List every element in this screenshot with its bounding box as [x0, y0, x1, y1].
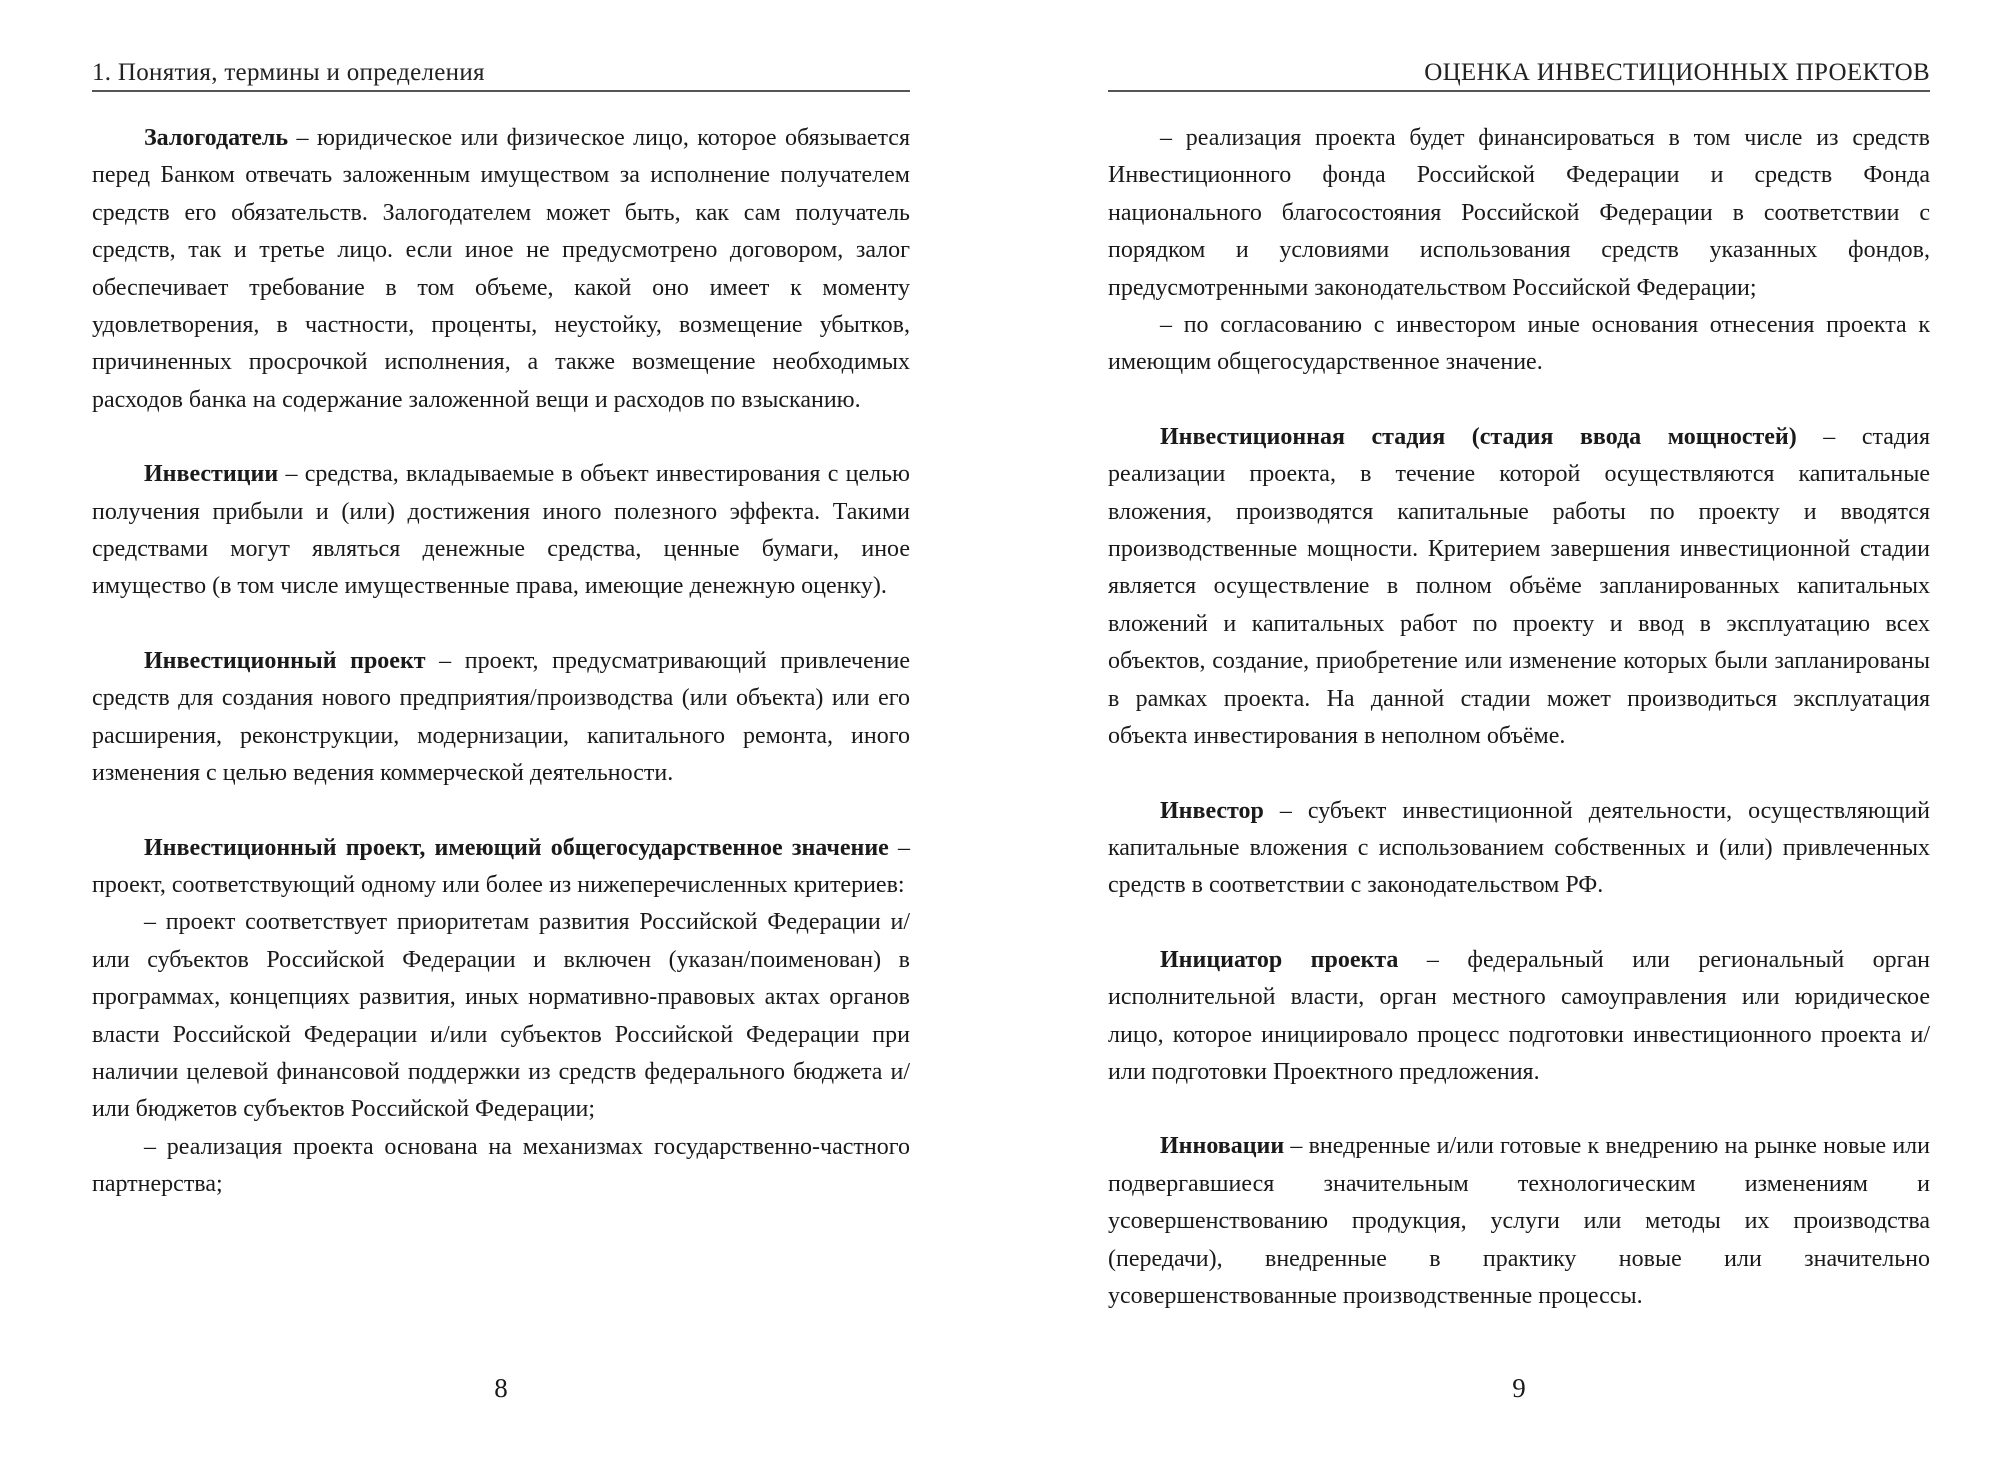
criterion-item: – реализация проекта будет финансироваться в том числе из средств Инвестиционного фонда Российской Федерации и средств Фонда национального благосостояния Российской Федерации в соответствии с порядком и условиями использования средств указанных фондов, предусмотренными законодательством Российской Федерации;	[1108, 125, 1930, 301]
entry-investicii	[92, 456, 910, 606]
criterion-item: – по согласованию с инвестором иные основания отнесения проекта к имеющим общегосударственное значение.	[1108, 312, 1930, 376]
term: Инвестиционный проект, имеющий общегосударственное значение	[144, 834, 889, 861]
page-number-right: 9	[1512, 1373, 1526, 1403]
entry-investicionnyj-proekt	[92, 643, 910, 793]
term: Залогодатель	[144, 125, 289, 151]
entry-iniciator-proekta	[1108, 942, 1930, 1092]
entry-investor	[1108, 793, 1930, 905]
term: Инвестиционная стадия (стадия ввода мощностей)	[1160, 423, 1797, 450]
entry-investicionnaya-stadiya	[1108, 419, 1930, 756]
definition: – юридическое или физическое лицо, которое обязывается перед Банком отвечать заложенным имуществом за исполнение получателем средств его обязательств. Залогодателем может быть, как сам получатель средств, так и третье лицо. если иное не предусмотрено договором, залог обеспечивает требование в том объеме, какой оно имеет к моменту удовлетворения, в частности, проценты, неустойку, возмещение убытков, причиненных просрочкой исполнения, а также возмещение необходимых расходов банка на содержание заложенной вещи и расходов по взысканию.	[92, 125, 911, 413]
left-page	[92, 0, 910, 1483]
right-page-body	[1108, 120, 1930, 1315]
entry-zalogodatel	[92, 120, 910, 419]
term: Инвестор	[1160, 797, 1264, 824]
definition: – проект, предусматривающий привлечение средств для создания нового предприятия/производства (или объекта) или его расширения, реконструкции, модернизации, капитального ремонта, иного изменения с целью ведения коммерческой деятельности.	[92, 647, 910, 787]
entry-proekt-obschegosudarstvennogo-znacheniya	[92, 830, 910, 905]
term: Инвестиции	[144, 461, 279, 488]
term: Инвестиционный проект	[144, 647, 426, 674]
right-page	[1108, 0, 1930, 1483]
left-page-body	[92, 120, 910, 1204]
definition: – федеральный или региональный орган исполнительной власти, орган местного самоуправления или юридическое лицо, которое инициировало процесс подготовки инвестиционного проекта и/или подготовки Проектного предложения.	[1108, 946, 1931, 1085]
definition: – проект, соответствующий одному или более из нижеперечисленных критериев:	[92, 834, 910, 898]
definition: – стадия реализации проекта, в течение которой осуществляются капитальные вложения, производятся капитальные работы по проекту и вводятся производственные мощности. Критерием завершения инвестиционной стадии является осуществление в полном объёме запланированных капитальных вложений и капитальных работ по проекту и ввод в эксплуатацию всех объектов, создание, приобретение или изменение которых были запланированы в рамках проекта. На данной стадии может производиться эксплуатация объекта инвестирования в неполном объёме.	[1108, 423, 1930, 750]
definition: – субъект инвестиционной деятельности, осуществляющий капитальные вложения с использованием собственных и (или) привлеченных средств в соответствии с законодательством РФ.	[1108, 797, 1931, 899]
page-number-left: 8	[494, 1373, 508, 1403]
criterion-item: – реализация проекта основана на механизмах государственно-частного партнерства;	[92, 1133, 910, 1198]
definition: – внедренные и/или готовые к внедрению на рынке новые или подвергавшиеся значительным технологическим изменениям и усовершенствованию продукция, услуги или методы их производства (передачи), внедренные в практику новые или значительно усовершенствованные производственные процессы.	[1108, 1133, 1930, 1309]
definition: – средства, вкладываемые в объект инвестирования с целью получения прибыли и (или) достижения иного полезного эффекта. Такими средствами могут являться денежные средства, ценные бумаги, иное имущество (в том числе имущественные права, имеющие денежную оценку).	[92, 461, 910, 600]
header-rule-left	[92, 90, 910, 92]
running-head-left: 1. Понятия, термины и определения	[92, 59, 485, 86]
running-head-right: ОЦЕНКА ИНВЕСТИЦИОННЫХ ПРОЕКТОВ	[1424, 59, 1930, 86]
term: Инициатор проекта	[1160, 946, 1399, 973]
header-rule-right	[1108, 90, 1930, 92]
entry-innovacii	[1108, 1128, 1930, 1315]
term: Инновации	[1160, 1133, 1285, 1160]
criterion-item: – проект соответствует приоритетам развития Российской Федерации и/или субъектов Российской Федерации и включен (указан/поименован) в программах, концепциях развития, иных нормативно-правовых актах органов власти Российской Федерации и/или субъектов Российской Федерации при наличии целевой финансовой поддержки из средств федерального бюджета и/или бюджетов субъектов Российской Федерации;	[92, 909, 910, 1123]
